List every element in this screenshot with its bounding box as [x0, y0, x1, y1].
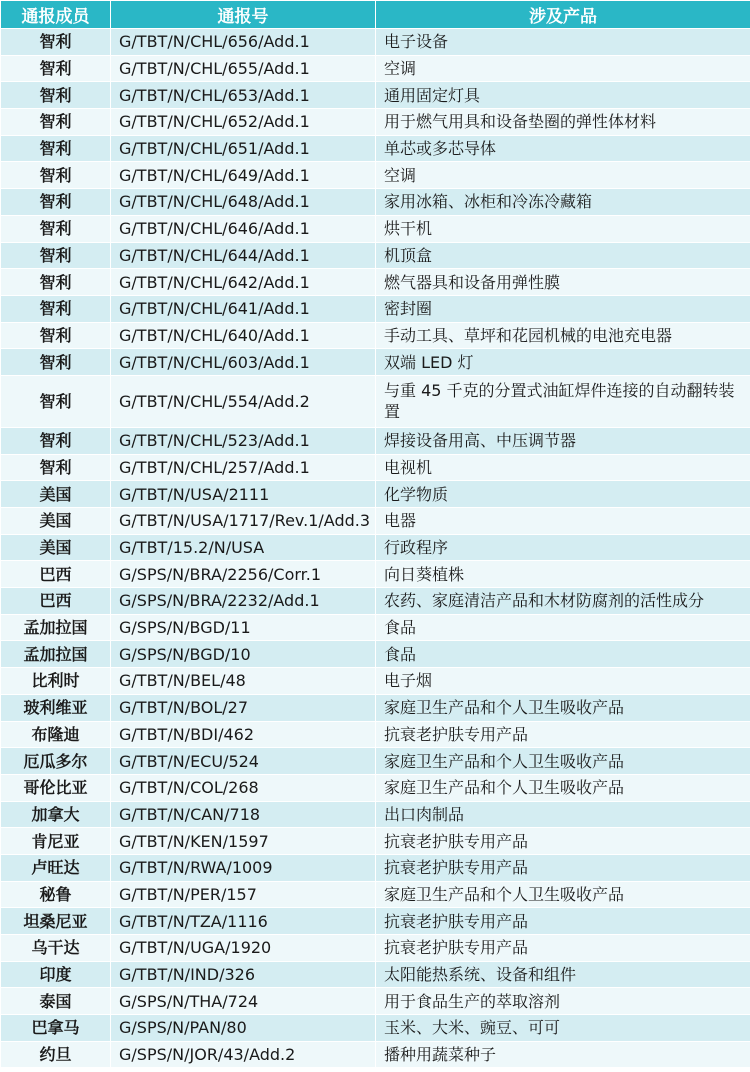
notification-number-cell: G/TBT/N/RWA/1009 — [111, 854, 376, 881]
product-cell: 与重 45 千克的分置式油缸焊件连接的自动翻转装置 — [376, 375, 750, 427]
member-cell: 智利 — [1, 29, 111, 56]
member-cell: 玻利维亚 — [1, 694, 111, 721]
member-cell: 加拿大 — [1, 801, 111, 828]
product-cell: 空调 — [376, 55, 750, 82]
member-cell: 智利 — [1, 322, 111, 349]
member-cell: 智利 — [1, 215, 111, 242]
notification-number-cell: G/TBT/N/USA/1717/Rev.1/Add.3 — [111, 508, 376, 535]
product-cell: 出口肉制品 — [376, 801, 750, 828]
product-cell: 家庭卫生产品和个人卫生吸收产品 — [376, 774, 750, 801]
member-cell: 智利 — [1, 135, 111, 162]
table-row — [1, 55, 750, 82]
member-cell: 智利 — [1, 427, 111, 454]
notification-number-cell: G/TBT/N/CHL/653/Add.1 — [111, 82, 376, 109]
notification-number-cell: G/TBT/15.2/N/USA — [111, 534, 376, 561]
member-cell: 智利 — [1, 269, 111, 296]
product-cell: 电视机 — [376, 454, 750, 481]
table-row — [1, 721, 750, 748]
table-row — [1, 588, 750, 615]
product-cell: 双端 LED 灯 — [376, 349, 750, 376]
notification-number-cell: G/SPS/N/BRA/2232/Add.1 — [111, 588, 376, 615]
table-row — [1, 508, 750, 535]
product-cell: 太阳能热系统、设备和组件 — [376, 961, 750, 988]
notification-number-cell: G/TBT/N/CHL/641/Add.1 — [111, 295, 376, 322]
product-cell: 家庭卫生产品和个人卫生吸收产品 — [376, 881, 750, 908]
notification-number-cell: G/TBT/N/UGA/1920 — [111, 935, 376, 962]
product-cell: 抗衰老护肤专用产品 — [376, 908, 750, 935]
table-row — [1, 641, 750, 668]
member-cell: 智利 — [1, 242, 111, 269]
product-cell: 食品 — [376, 614, 750, 641]
notification-number-cell: G/SPS/N/PAN/80 — [111, 1015, 376, 1042]
table-row — [1, 481, 750, 508]
table-row — [1, 614, 750, 641]
notification-number-cell: G/TBT/N/CHL/642/Add.1 — [111, 269, 376, 296]
table-row — [1, 668, 750, 695]
notification-number-cell: G/SPS/N/BGD/11 — [111, 614, 376, 641]
product-cell: 家庭卫生产品和个人卫生吸收产品 — [376, 748, 750, 775]
table-row — [1, 162, 750, 189]
header-notification-number: 通报号 — [111, 1, 376, 29]
product-cell: 手动工具、草坪和花园机械的电池充电器 — [376, 322, 750, 349]
notification-number-cell: G/TBT/N/PER/157 — [111, 881, 376, 908]
product-cell: 食品 — [376, 641, 750, 668]
notification-number-cell: G/TBT/N/CHL/651/Add.1 — [111, 135, 376, 162]
member-cell: 布隆迪 — [1, 721, 111, 748]
table-row — [1, 295, 750, 322]
member-cell: 智利 — [1, 375, 111, 427]
member-cell: 坦桑尼亚 — [1, 908, 111, 935]
member-cell: 智利 — [1, 55, 111, 82]
product-cell: 抗衰老护肤专用产品 — [376, 721, 750, 748]
member-cell: 肯尼亚 — [1, 828, 111, 855]
member-cell: 比利时 — [1, 668, 111, 695]
notification-number-cell: G/SPS/N/THA/724 — [111, 988, 376, 1015]
product-cell: 烘干机 — [376, 215, 750, 242]
notification-number-cell: G/TBT/N/CHL/655/Add.1 — [111, 55, 376, 82]
table-body — [1, 29, 750, 1068]
table-row — [1, 242, 750, 269]
table-row — [1, 561, 750, 588]
table-row — [1, 427, 750, 454]
member-cell: 智利 — [1, 189, 111, 216]
notification-number-cell: G/SPS/N/BGD/10 — [111, 641, 376, 668]
notification-number-cell: G/TBT/N/CHL/603/Add.1 — [111, 349, 376, 376]
member-cell: 卢旺达 — [1, 854, 111, 881]
table-row — [1, 349, 750, 376]
table-row — [1, 694, 750, 721]
product-cell: 电子设备 — [376, 29, 750, 56]
table-row — [1, 269, 750, 296]
table-row — [1, 748, 750, 775]
notification-number-cell: G/TBT/N/BOL/27 — [111, 694, 376, 721]
member-cell: 巴西 — [1, 588, 111, 615]
notification-number-cell: G/TBT/N/CHL/523/Add.1 — [111, 427, 376, 454]
product-cell: 抗衰老护肤专用产品 — [376, 935, 750, 962]
product-cell: 家用冰箱、冰柜和冷冻冷藏箱 — [376, 189, 750, 216]
product-cell: 电子烟 — [376, 668, 750, 695]
product-cell: 用于燃气用具和设备垫圈的弹性体材料 — [376, 109, 750, 136]
table-row — [1, 109, 750, 136]
notification-number-cell: G/TBT/N/CHL/649/Add.1 — [111, 162, 376, 189]
member-cell: 智利 — [1, 162, 111, 189]
table-row — [1, 189, 750, 216]
notification-number-cell: G/TBT/N/BDI/462 — [111, 721, 376, 748]
member-cell: 秘鲁 — [1, 881, 111, 908]
member-cell: 厄瓜多尔 — [1, 748, 111, 775]
member-cell: 智利 — [1, 109, 111, 136]
member-cell: 印度 — [1, 961, 111, 988]
table-row — [1, 375, 750, 427]
product-cell: 电器 — [376, 508, 750, 535]
member-cell: 智利 — [1, 349, 111, 376]
notification-number-cell: G/TBT/N/CHL/257/Add.1 — [111, 454, 376, 481]
notification-number-cell: G/TBT/N/CHL/644/Add.1 — [111, 242, 376, 269]
notification-number-cell: G/TBT/N/ECU/524 — [111, 748, 376, 775]
member-cell: 泰国 — [1, 988, 111, 1015]
table-row — [1, 29, 750, 56]
product-cell: 通用固定灯具 — [376, 82, 750, 109]
notification-number-cell: G/TBT/N/CHL/640/Add.1 — [111, 322, 376, 349]
notification-number-cell: G/TBT/N/KEN/1597 — [111, 828, 376, 855]
table-row — [1, 774, 750, 801]
notification-number-cell: G/SPS/N/JOR/43/Add.2 — [111, 1041, 376, 1068]
product-cell: 用于食品生产的萃取溶剂 — [376, 988, 750, 1015]
notification-number-cell: G/SPS/N/BRA/2256/Corr.1 — [111, 561, 376, 588]
header-products: 涉及产品 — [376, 1, 750, 29]
notification-number-cell: G/TBT/N/CHL/648/Add.1 — [111, 189, 376, 216]
member-cell: 智利 — [1, 295, 111, 322]
table-row — [1, 881, 750, 908]
notification-number-cell: G/TBT/N/CHL/554/Add.2 — [111, 375, 376, 427]
notification-number-cell: G/TBT/N/TZA/1116 — [111, 908, 376, 935]
table-row — [1, 961, 750, 988]
member-cell: 美国 — [1, 481, 111, 508]
notification-number-cell: G/TBT/N/BEL/48 — [111, 668, 376, 695]
product-cell: 化学物质 — [376, 481, 750, 508]
product-cell: 机顶盒 — [376, 242, 750, 269]
member-cell: 美国 — [1, 534, 111, 561]
notification-number-cell: G/TBT/N/CHL/656/Add.1 — [111, 29, 376, 56]
product-cell: 玉米、大米、豌豆、可可 — [376, 1015, 750, 1042]
product-cell: 密封圈 — [376, 295, 750, 322]
table-row — [1, 935, 750, 962]
member-cell: 巴西 — [1, 561, 111, 588]
member-cell: 巴拿马 — [1, 1015, 111, 1042]
table-row — [1, 908, 750, 935]
table-row — [1, 82, 750, 109]
table-row — [1, 828, 750, 855]
notification-number-cell: G/TBT/N/IND/326 — [111, 961, 376, 988]
product-cell: 播种用蔬菜种子 — [376, 1041, 750, 1068]
member-cell: 乌干达 — [1, 935, 111, 962]
table-row — [1, 854, 750, 881]
member-cell: 哥伦比亚 — [1, 774, 111, 801]
product-cell: 焊接设备用高、中压调节器 — [376, 427, 750, 454]
table-row — [1, 135, 750, 162]
notification-number-cell: G/TBT/N/COL/268 — [111, 774, 376, 801]
notification-number-cell: G/TBT/N/CHL/652/Add.1 — [111, 109, 376, 136]
member-cell: 美国 — [1, 508, 111, 535]
header-member: 通报成员 — [1, 1, 111, 29]
product-cell: 单芯或多芯导体 — [376, 135, 750, 162]
member-cell: 孟加拉国 — [1, 614, 111, 641]
table-row — [1, 454, 750, 481]
product-cell: 农药、家庭清洁产品和木材防腐剂的活性成分 — [376, 588, 750, 615]
table-row — [1, 1041, 750, 1068]
product-cell: 向日葵植株 — [376, 561, 750, 588]
table-row — [1, 801, 750, 828]
product-cell: 空调 — [376, 162, 750, 189]
table-row — [1, 215, 750, 242]
table-row — [1, 988, 750, 1015]
table-header-row — [1, 1, 750, 29]
member-cell: 孟加拉国 — [1, 641, 111, 668]
notification-number-cell: G/TBT/N/CAN/718 — [111, 801, 376, 828]
member-cell: 约旦 — [1, 1041, 111, 1068]
table-row — [1, 322, 750, 349]
table-row — [1, 1015, 750, 1042]
member-cell: 智利 — [1, 454, 111, 481]
product-cell: 家庭卫生产品和个人卫生吸收产品 — [376, 694, 750, 721]
notification-number-cell: G/TBT/N/CHL/646/Add.1 — [111, 215, 376, 242]
product-cell: 行政程序 — [376, 534, 750, 561]
product-cell: 抗衰老护肤专用产品 — [376, 828, 750, 855]
product-cell: 燃气器具和设备用弹性膜 — [376, 269, 750, 296]
product-cell: 抗衰老护肤专用产品 — [376, 854, 750, 881]
notification-number-cell: G/TBT/N/USA/2111 — [111, 481, 376, 508]
table-row — [1, 534, 750, 561]
member-cell: 智利 — [1, 82, 111, 109]
